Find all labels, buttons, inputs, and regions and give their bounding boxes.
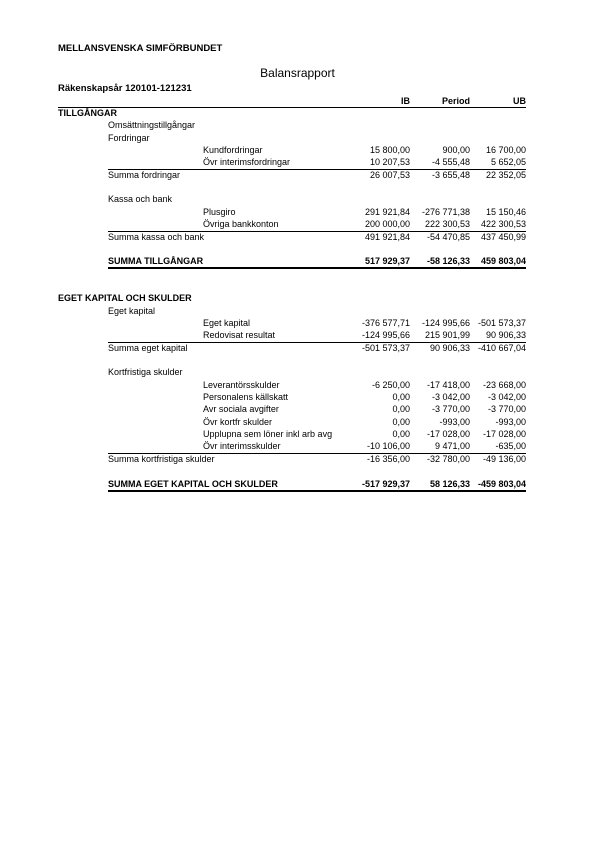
account-label: Personalens källskatt — [203, 392, 289, 403]
account-label: Övr interimsskulder — [203, 441, 281, 452]
amount-period: -54 470,85 — [426, 231, 470, 242]
amount-period: 222 300,53 — [424, 219, 470, 230]
column-header-ib: IB — [401, 96, 410, 106]
amount-ib: 0,00 — [392, 429, 410, 440]
amount-period: 900,00 — [442, 145, 470, 156]
amount-period: 215 901,99 — [424, 330, 470, 341]
amount-period: -17 418,00 — [426, 379, 470, 390]
amount-period: -17 028,00 — [426, 429, 470, 440]
amount-ib: 26 007,53 — [369, 169, 410, 180]
amount-ub: -410 667,04 — [477, 342, 526, 353]
subtotal-rule — [108, 342, 526, 343]
amount-ub: 90 906,33 — [485, 330, 526, 341]
amount-ib: 0,00 — [392, 392, 410, 403]
amount-period: -993,00 — [439, 416, 470, 427]
subtotal-rule — [108, 169, 526, 170]
account-label: Redovisat resultat — [203, 330, 276, 341]
amount-ib: 491 921,84 — [364, 231, 410, 242]
amount-period: 9 471,00 — [434, 441, 470, 452]
amount-ub: -993,00 — [495, 416, 526, 427]
summary-label: Summa eget kapital — [108, 342, 188, 353]
account-label: Upplupna sem löner inkl arb avg — [203, 429, 333, 440]
amount-period: -3 042,00 — [431, 392, 470, 403]
column-header-ub: UB — [513, 96, 526, 106]
fiscal-year: Räkenskapsår 120101-121231 — [58, 83, 192, 94]
amount-ub: 22 352,05 — [485, 169, 526, 180]
amount-period: -276 771,38 — [421, 206, 470, 217]
amount-ib: -124 995,66 — [361, 330, 410, 341]
section-heading: EGET KAPITAL OCH SKULDER — [58, 293, 192, 304]
summary-label: SUMMA TILLGÅNGAR — [108, 256, 204, 267]
amount-ub: -3 042,00 — [487, 392, 526, 403]
summary-label: Summa kassa och bank — [108, 231, 205, 242]
section-heading: Kortfristiga skulder — [108, 367, 183, 378]
amount-ib: 291 921,84 — [364, 206, 410, 217]
amount-period: -32 780,00 — [426, 453, 470, 464]
amount-ib: 15 800,00 — [369, 145, 410, 156]
amount-ib: -10 106,00 — [366, 441, 410, 452]
account-label: Övr kortfr skulder — [203, 416, 273, 427]
amount-ub: -459 803,04 — [477, 478, 526, 489]
subtotal-rule — [108, 231, 526, 232]
account-label: Plusgiro — [203, 206, 236, 217]
amount-ib: -16 356,00 — [366, 453, 410, 464]
amount-ub: -501 573,37 — [477, 317, 526, 328]
amount-period: -4 555,48 — [431, 157, 470, 168]
company-name: MELLANSVENSKA SIMFÖRBUNDET — [58, 43, 223, 54]
account-label: Kundfordringar — [203, 145, 263, 156]
amount-ub: -17 028,00 — [482, 429, 526, 440]
summary-label: SUMMA EGET KAPITAL OCH SKULDER — [108, 478, 278, 489]
account-label: Leverantörsskulder — [203, 379, 280, 390]
amount-ub: -3 770,00 — [487, 404, 526, 415]
amount-ib: 0,00 — [392, 416, 410, 427]
section-heading: Fordringar — [108, 132, 150, 143]
account-label: Övr interimsfordringar — [203, 157, 291, 168]
section-heading: TILLGÅNGAR — [58, 108, 117, 118]
amount-period: -3 655,48 — [431, 169, 470, 180]
amount-period: 90 906,33 — [429, 342, 470, 353]
amount-ib: -501 573,37 — [361, 342, 410, 353]
amount-ub: -635,00 — [495, 441, 526, 452]
amount-ib: 10 207,53 — [369, 157, 410, 168]
amount-ub: 16 700,00 — [485, 145, 526, 156]
summary-label: Summa fordringar — [108, 169, 181, 180]
amount-ub: -23 668,00 — [482, 379, 526, 390]
section-heading: Kassa och bank — [108, 194, 173, 205]
header-divider — [58, 107, 526, 108]
amount-ub: -49 136,00 — [482, 453, 526, 464]
amount-period: -58 126,33 — [426, 256, 470, 267]
amount-ub: 15 150,46 — [485, 206, 526, 217]
amount-ib: 0,00 — [392, 404, 410, 415]
amount-period: -3 770,00 — [431, 404, 470, 415]
amount-period: 58 126,33 — [429, 478, 470, 489]
account-label: Eget kapital — [203, 317, 251, 328]
amount-ib: -376 577,71 — [361, 317, 410, 328]
section-heading: Omsättningstillgångar — [108, 120, 196, 131]
amount-ub: 437 450,99 — [480, 231, 526, 242]
account-label: Avr sociala avgifter — [203, 404, 279, 415]
amount-ub: 5 652,05 — [490, 157, 526, 168]
amount-ub: 459 803,04 — [480, 256, 526, 267]
amount-ib: -517 929,37 — [361, 478, 410, 489]
report-title: Balansrapport — [260, 66, 335, 80]
summary-label: Summa kortfristiga skulder — [108, 453, 215, 464]
total-underline — [108, 490, 526, 492]
amount-ub: 422 300,53 — [480, 219, 526, 230]
amount-period: -124 995,66 — [421, 317, 470, 328]
amount-ib: 517 929,37 — [364, 256, 410, 267]
account-label: Övriga bankkonton — [203, 219, 279, 230]
total-underline — [108, 267, 526, 269]
amount-ib: -6 250,00 — [371, 379, 410, 390]
column-header-period: Period — [441, 96, 470, 106]
section-heading: Eget kapital — [108, 305, 156, 316]
subtotal-rule — [108, 453, 526, 454]
amount-ib: 200 000,00 — [364, 219, 410, 230]
